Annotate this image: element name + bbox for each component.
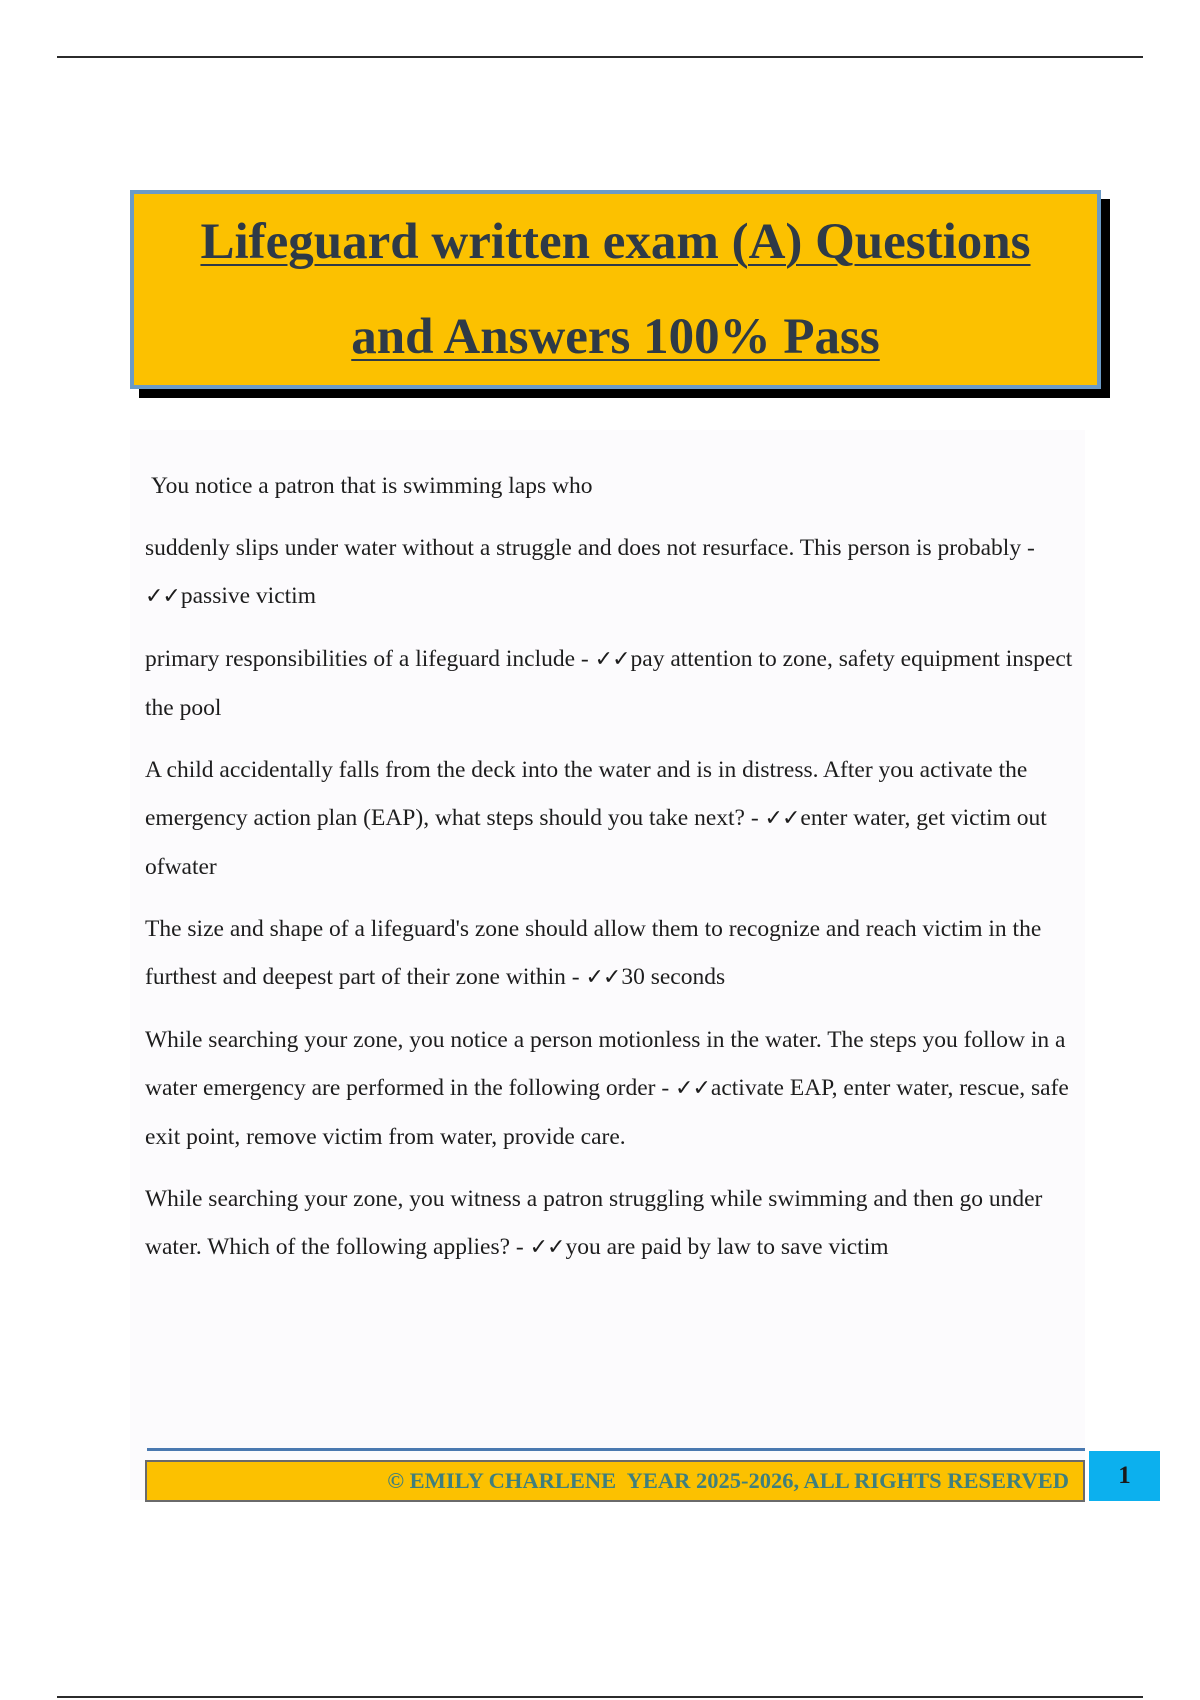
- footer-copyright-bar: [145, 1460, 1085, 1502]
- page-number: 1: [1118, 1462, 1131, 1489]
- qa-item-2: [145, 635, 1080, 732]
- question-text: The size and shape of a lifeguard's zone should allow them to recognize and reach victim in the furthest and deepest part of their zone within -: [145, 916, 1042, 990]
- answer-text: pay attention to zone, safety equipment inspect the pool: [145, 646, 1073, 721]
- title-line-2: and Answers 100% Pass: [351, 308, 880, 365]
- page-number-badge: [1089, 1451, 1160, 1501]
- answer-text: passive victim: [180, 583, 316, 609]
- question-text: You notice a patron that is swimming laps who: [151, 473, 593, 499]
- double-check-icon: ✓✓: [529, 1235, 565, 1260]
- title-line-1: Lifeguard written exam (A) Questions: [200, 213, 1031, 270]
- double-check-icon: ✓✓: [594, 647, 630, 672]
- copyright-text: © EMILY CHARLENE YEAR 2025-2026, ALL RIGHTS RESERVED: [387, 1468, 1069, 1493]
- qa-item-3: [145, 746, 1080, 891]
- qa-item-1-first-line: [151, 462, 1080, 510]
- bottom-rule: [57, 1696, 1143, 1698]
- footer-divider: [147, 1448, 1085, 1451]
- question-text: primary responsibilities of a lifeguard include -: [145, 646, 595, 672]
- title-banner: [130, 190, 1101, 389]
- answer-text: activate EAP, enter water, rescue, safe exit point, remove victim from water, provide care.: [145, 1075, 1069, 1150]
- answer-text: 30 seconds: [621, 964, 726, 990]
- qa-list: [145, 462, 1080, 1286]
- double-check-icon: ✓✓: [145, 584, 180, 609]
- question-text: While searching your zone, you witness a patron struggling while swimming and then go under water. Which of the following applies? -: [145, 1186, 1043, 1260]
- double-check-icon: ✓✓: [764, 806, 800, 831]
- answer-text: enter water, get victim out ofwater: [145, 805, 1047, 880]
- answer-text: you are paid by law to save victim: [565, 1234, 889, 1260]
- top-rule: [57, 56, 1143, 58]
- qa-item-6: [145, 1175, 1080, 1272]
- double-check-icon: ✓✓: [585, 965, 621, 990]
- qa-item-4: [145, 905, 1080, 1002]
- qa-item-1: [145, 524, 1080, 621]
- question-text: suddenly slips under water without a struggle and does not resurface. This person is probably -: [145, 535, 1035, 561]
- question-text: While searching your zone, you notice a person motionless in the water. The steps you follow in a water emergency are performed in the following order -: [145, 1027, 1066, 1101]
- double-check-icon: ✓✓: [675, 1076, 710, 1101]
- qa-item-5: [145, 1016, 1080, 1161]
- question-text: A child accidentally falls from the deck into the water and is in distress. After you activate the emergency action plan (EAP), what steps should you take next? -: [145, 757, 1028, 831]
